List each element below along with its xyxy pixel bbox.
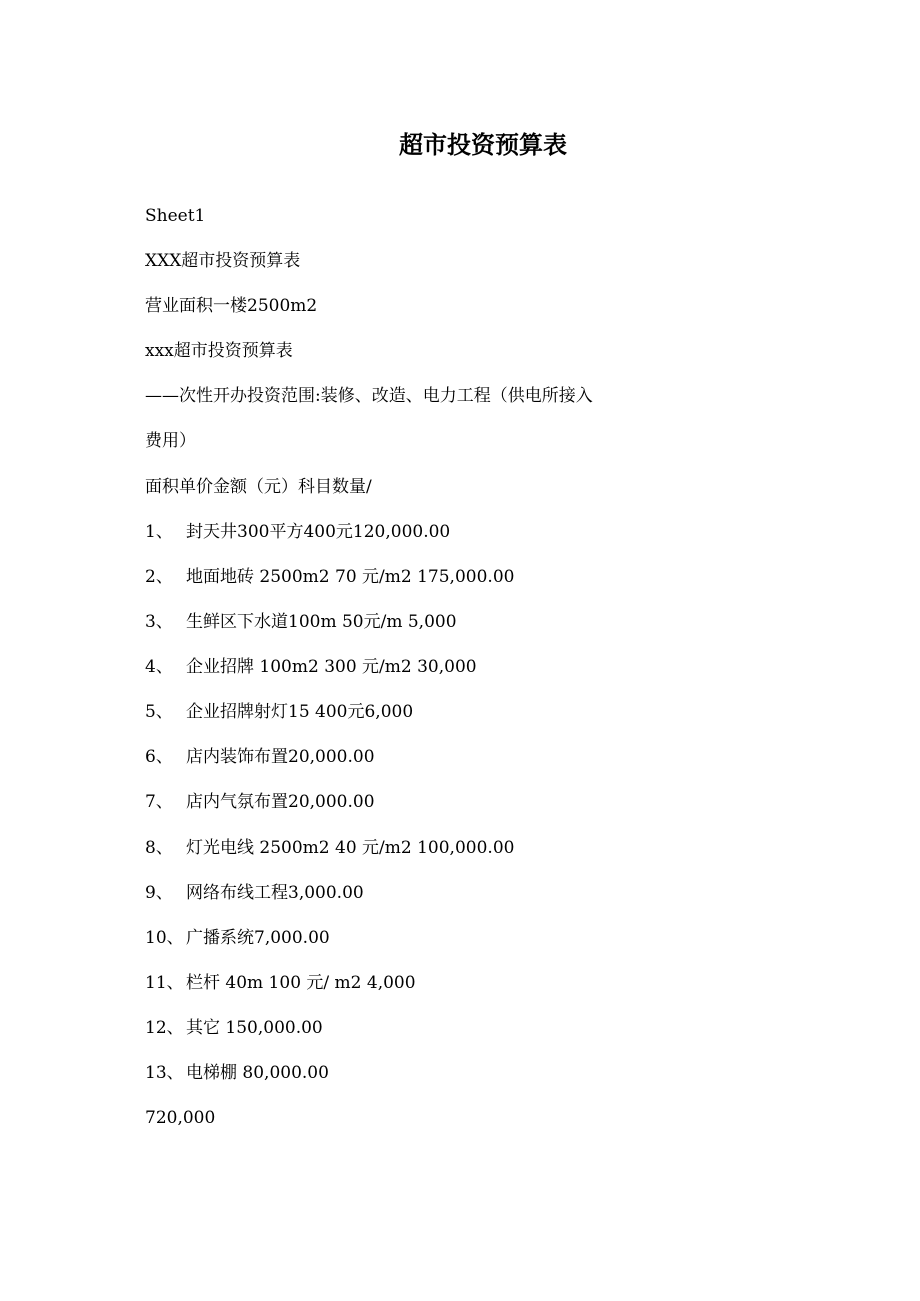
scope-line-2: 费用） <box>145 431 196 451</box>
budget-item-number: 3、 <box>145 612 173 632</box>
budget-item-number: 7、 <box>145 792 173 812</box>
budget-total: 720,000 <box>145 1108 216 1128</box>
sheet-name: Sheet1 <box>145 206 206 226</box>
budget-item-text: 广播系统7,000.00 <box>186 928 330 948</box>
budget-item-number: 10、 <box>145 928 184 948</box>
budget-item <box>145 700 413 724</box>
budget-item <box>145 926 330 950</box>
heading-upper: XXX超市投资预算表 <box>145 251 301 271</box>
budget-item-text: 店内气氛布置20,000.00 <box>186 792 375 812</box>
budget-item-text: 灯光电线 2500m2 40 元/m2 100,000.00 <box>186 838 515 858</box>
budget-item <box>145 565 514 589</box>
budget-item-text: 网络布线工程3,000.00 <box>186 883 364 903</box>
budget-item <box>145 520 450 544</box>
budget-item-number: 4、 <box>145 657 173 677</box>
budget-item <box>145 971 416 995</box>
budget-item <box>145 1061 329 1085</box>
budget-item-text: 其它 150,000.00 <box>186 1018 323 1038</box>
budget-item-number: 12、 <box>145 1018 184 1038</box>
budget-item-text: 地面地砖 2500m2 70 元/m2 175,000.00 <box>186 567 515 587</box>
budget-item <box>145 655 477 679</box>
budget-item-number: 13、 <box>145 1063 184 1083</box>
budget-item-text: 封天井300平方400元120,000.00 <box>186 522 451 542</box>
budget-item <box>145 745 375 769</box>
heading-lower: xxx超市投资预算表 <box>145 341 293 361</box>
budget-item-number: 1、 <box>145 522 173 542</box>
scope-line-1: ——次性开办投资范围:装修、改造、电力工程（供电所接入 <box>145 386 593 406</box>
budget-item-number: 6、 <box>145 747 173 767</box>
budget-item-number: 11、 <box>145 973 184 993</box>
budget-item-text: 生鲜区下水道100m 50元/m 5,000 <box>186 612 457 632</box>
budget-item-text: 电梯棚 80,000.00 <box>186 1063 329 1083</box>
budget-item-text: 企业招牌射灯15 400元6,000 <box>186 702 414 722</box>
budget-item-number: 5、 <box>145 702 173 722</box>
column-header: 面积单价金额（元）科目数量/ <box>145 477 372 497</box>
budget-item <box>145 881 364 905</box>
budget-item-number: 2、 <box>145 567 173 587</box>
budget-item-text: 栏杆 40m 100 元/ m2 4,000 <box>186 973 416 993</box>
document-title: 超市投资预算表 <box>399 130 567 159</box>
budget-item <box>145 790 375 814</box>
budget-item <box>145 836 514 860</box>
budget-item-text: 店内装饰布置20,000.00 <box>186 747 375 767</box>
budget-item-number: 8、 <box>145 838 173 858</box>
budget-item <box>145 610 457 634</box>
budget-item <box>145 1016 323 1040</box>
budget-item-text: 企业招牌 100m2 300 元/m2 30,000 <box>186 657 477 677</box>
budget-item-number: 9、 <box>145 883 173 903</box>
area-line: 营业面积一楼2500m2 <box>145 296 318 316</box>
